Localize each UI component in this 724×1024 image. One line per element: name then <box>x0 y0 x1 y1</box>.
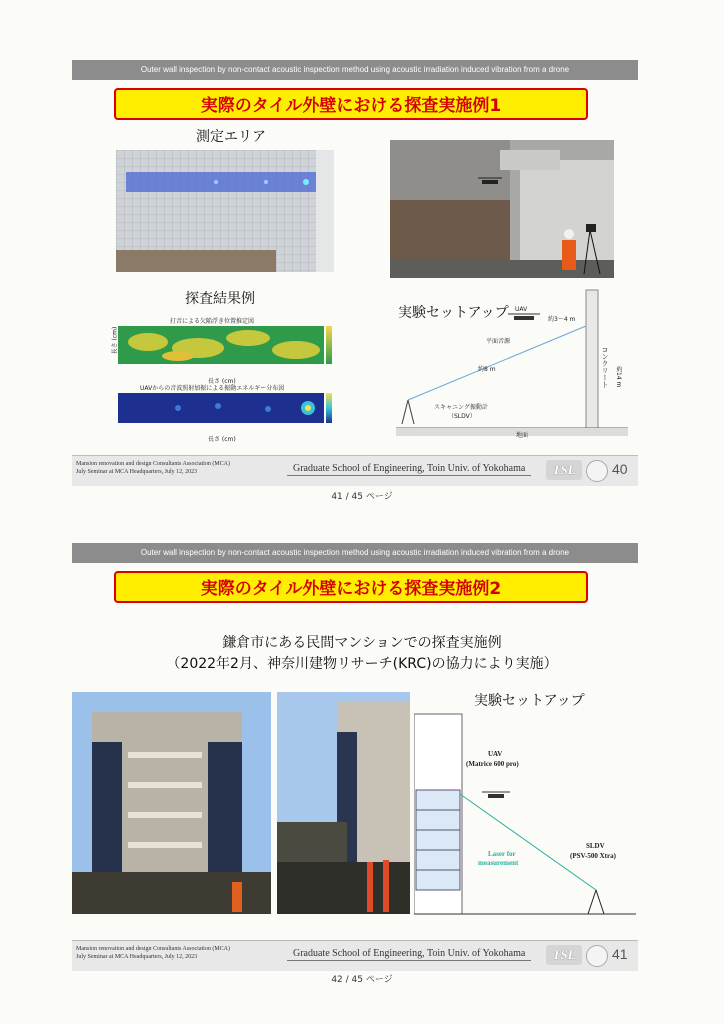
diag2-laser2: measurement <box>478 859 519 867</box>
emblem-icon <box>586 945 608 967</box>
tsl-logo: TSL <box>546 460 582 480</box>
diag1-concrete: コンクリート <box>601 346 609 388</box>
slide2-title: 実際のタイル外壁における探査実施例2 <box>114 571 588 603</box>
slide-number: 40 <box>612 461 628 477</box>
chart2-xlabel: 長さ (cm) <box>208 436 236 443</box>
drone-building-photo <box>390 140 614 278</box>
emblem-icon <box>586 460 608 482</box>
slide1-banner: Outer wall inspection by non-contact acoustic inspection method using acoustic irradiation induced vibration from a drone <box>72 60 638 80</box>
diag1-source: 平面音源 <box>486 338 511 345</box>
chart1-ylabel: 長さ (cm) <box>111 326 119 355</box>
footer-school: Graduate School of Engineering, Toin Univ. of Yokohama <box>287 948 531 961</box>
setup-diagram-1 <box>396 288 628 438</box>
diag2-sldv: SLDV <box>586 842 605 850</box>
diag2-laser1: Laser for <box>488 850 516 858</box>
apartment-photo-1 <box>72 692 271 914</box>
results-label: 探査結果例 <box>185 291 255 307</box>
chart1-colorbar <box>326 326 332 364</box>
setup-diagram-2 <box>414 710 636 920</box>
chart1-title: 打音による欠陥浮き位置推定図 <box>170 318 255 325</box>
diag1-dist1: 約3～4 m <box>548 316 576 323</box>
footer-mca: Mansion renovation and design Consultants Association (MCA) July Seminar at MCA Headquarters, July 12, 2023 <box>76 946 230 960</box>
diag2-sldv-model: (PSV-500 Xtra) <box>570 852 616 860</box>
slide1-title: 実際のタイル外壁における探査実施例1 <box>114 88 588 120</box>
slide2-footer <box>72 940 638 971</box>
page-number: 41 / 45 ページ <box>331 492 393 502</box>
footer-mca: Mansion renovation and design Consultants Association (MCA) July Seminar at MCA Headquarters, July 12, 2023 <box>76 461 230 475</box>
diag1-dist2: 約8 m <box>478 366 496 373</box>
diag1-sldv2: （SLDV） <box>448 413 476 420</box>
defect-heatmap <box>118 326 324 364</box>
diag1-ground: 地面 <box>516 432 529 439</box>
diag1-uav: UAV <box>515 306 528 313</box>
diag1-sldv: スキャニング振動計 <box>434 404 488 411</box>
slide1-footer <box>72 455 638 486</box>
measurement-area-label: 測定エリア <box>196 129 266 145</box>
tsl-logo: TSL <box>546 945 582 965</box>
diag2-uav: UAV <box>488 750 503 758</box>
footer-school: Graduate School of Engineering, Toin Univ. of Yokohama <box>287 463 531 476</box>
slide2-subtitle1: 鎌倉市にある民間マンションでの探査実施例 <box>222 635 502 651</box>
diag1-height: 約14 m <box>615 366 622 388</box>
diag2-uav-model: (Matrice 600 pro) <box>466 760 519 768</box>
slide2-subtitle2: （2022年2月、神奈川建物リサーチ(KRC)の協力により実施） <box>166 656 558 672</box>
setup-label-2: 実験セットアップ <box>474 693 585 709</box>
chart2-title: UAVからの音波照射加振による振動エネルギー分布図 <box>140 385 285 392</box>
chart2-colorbar <box>326 393 332 423</box>
chart1-xlabel: 長さ (cm) <box>208 378 236 385</box>
apartment-photo-2 <box>277 692 410 914</box>
page-number: 42 / 45 ページ <box>331 975 393 985</box>
vibration-heatmap <box>118 393 324 423</box>
slide2-banner: Outer wall inspection by non-contact acoustic inspection method using acoustic irradiation induced vibration from a drone <box>72 543 638 563</box>
tile-wall-photo <box>116 150 334 272</box>
setup-label-1: 実験セットアップ <box>398 305 509 321</box>
slide-number: 41 <box>612 946 628 962</box>
